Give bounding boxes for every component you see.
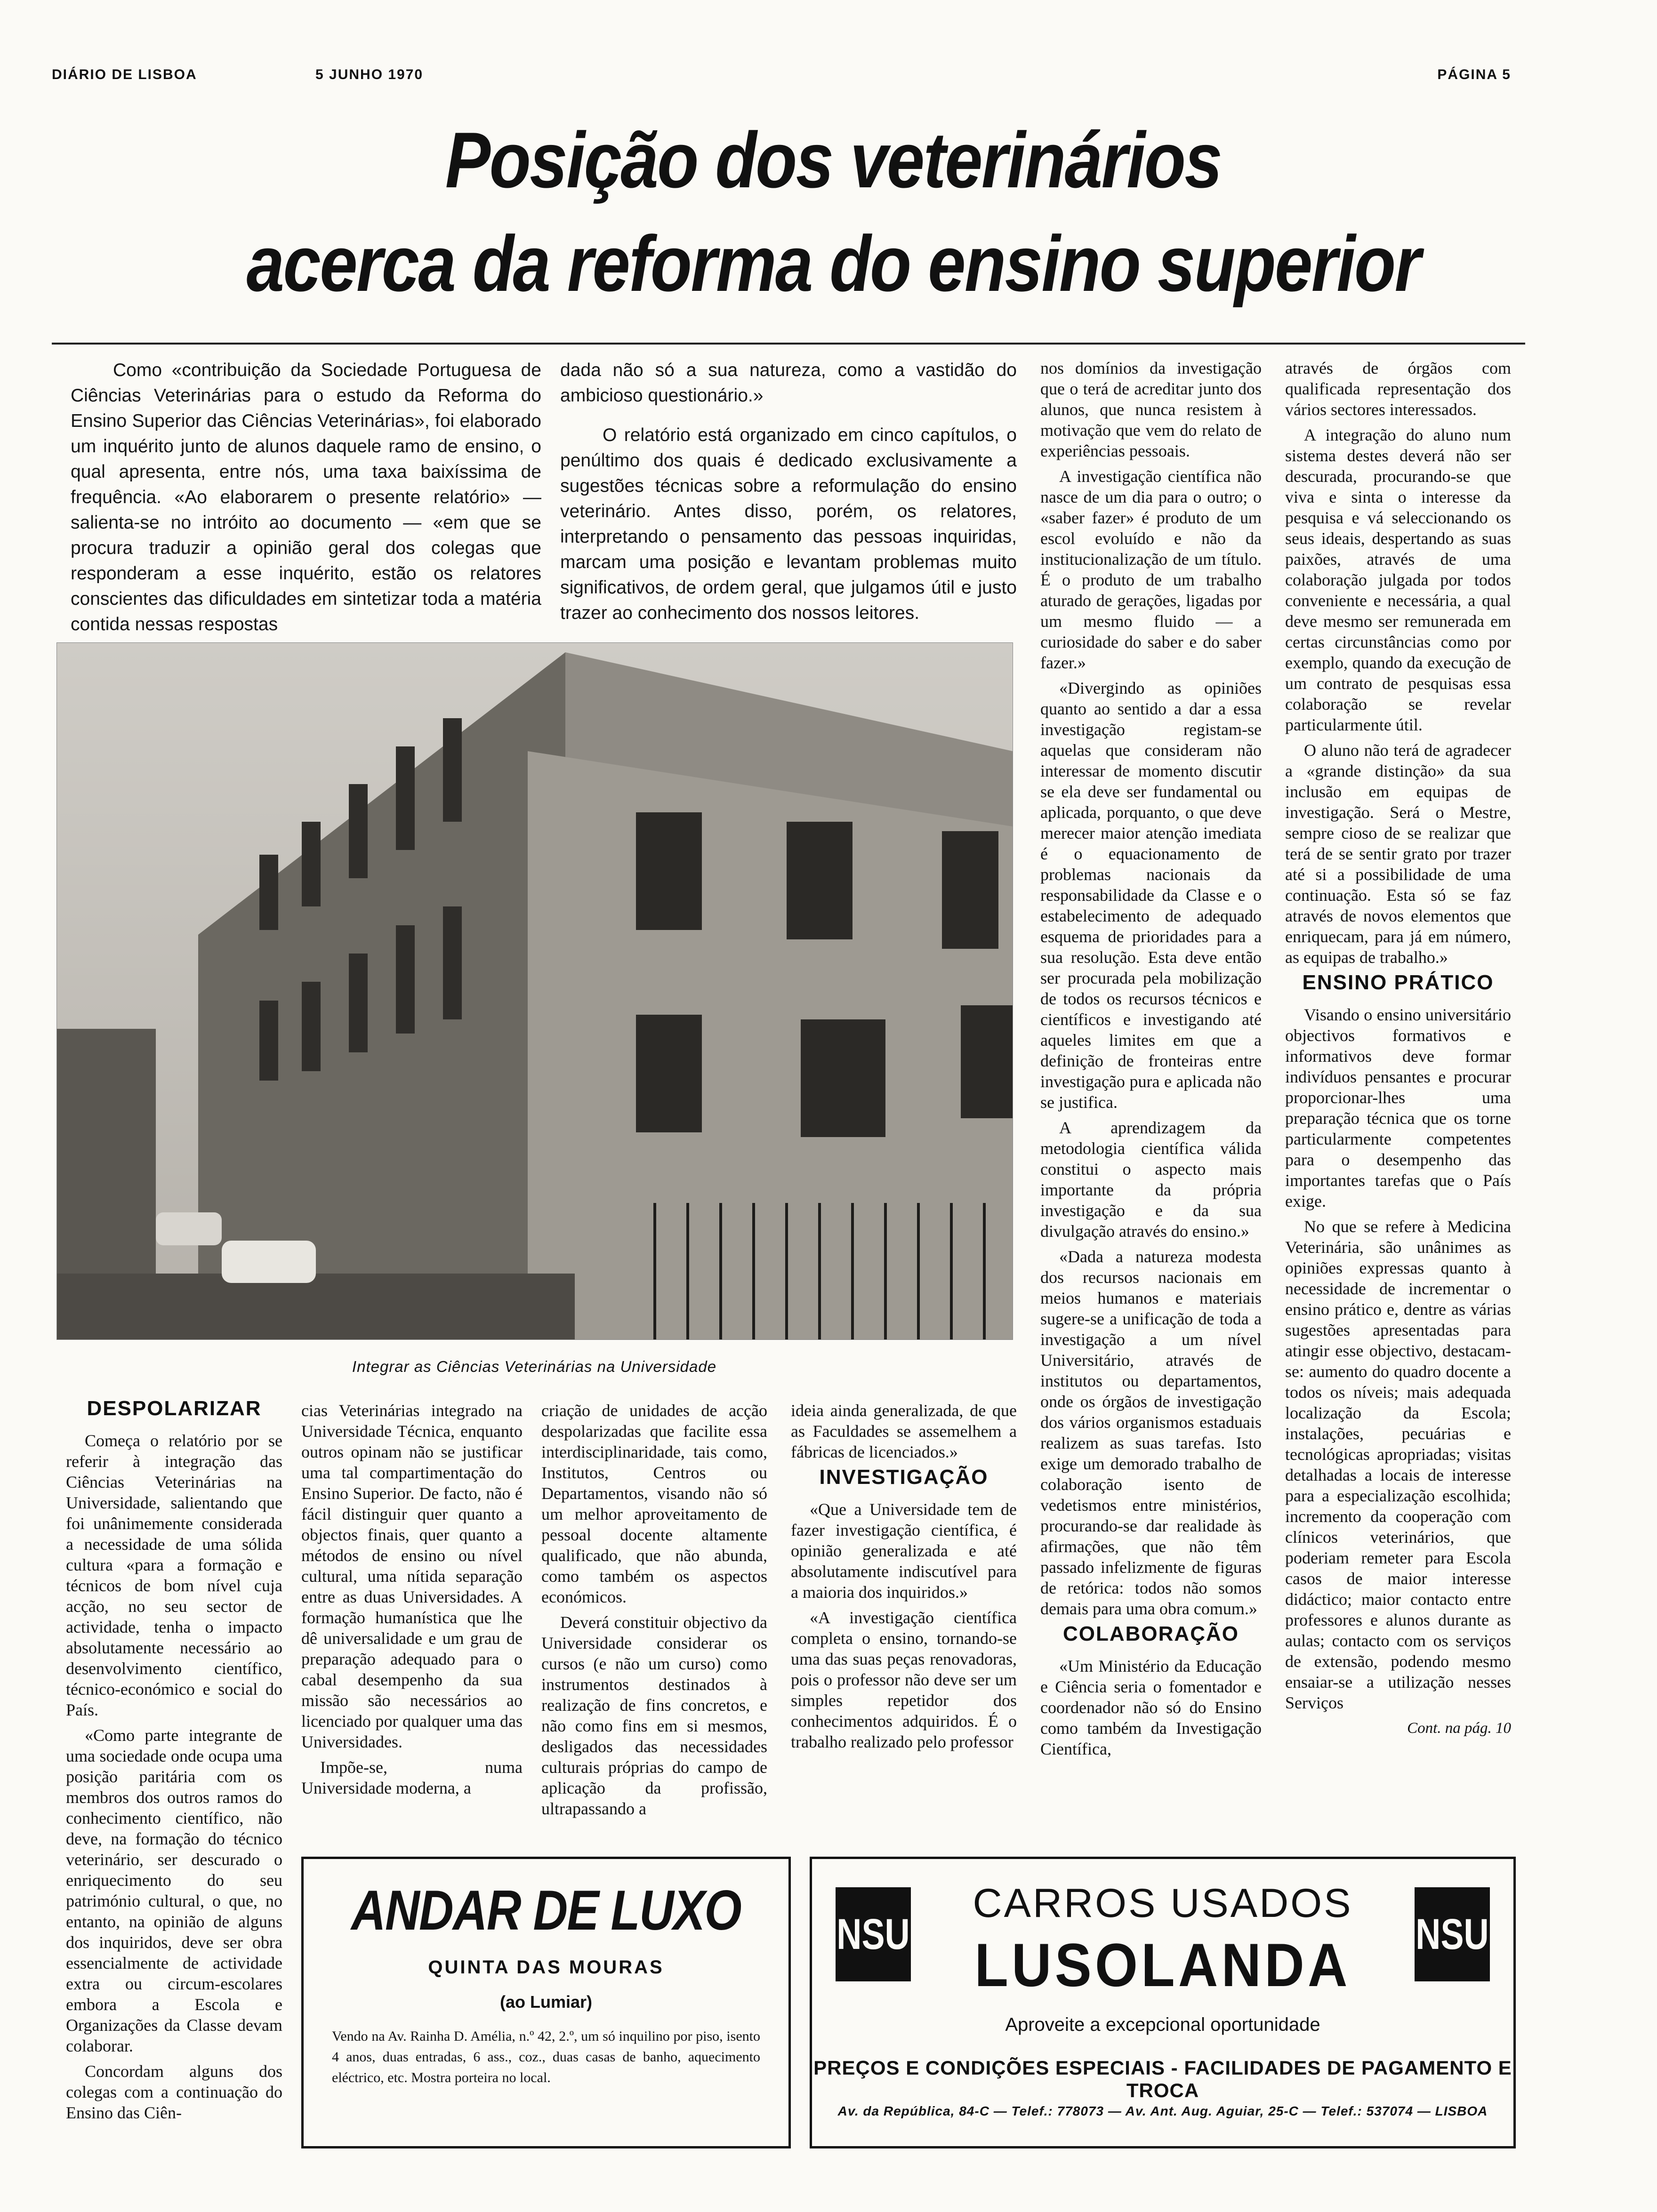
ad-subtitle: QUINTA DAS MOURAS (428, 1957, 664, 1978)
ad-brand-name: LUSOLANDA (974, 1931, 1351, 1999)
headline-line-2: acerca da reforma do ensino superior (246, 219, 1420, 308)
article-paragraph: ideia ainda generalizada, de que as Faculdades se assemelhem a fábricas de licenciados.» (791, 1401, 1017, 1461)
faculty-building-image (57, 643, 1013, 1339)
intro-col-1 (71, 358, 541, 651)
column-c (541, 1400, 767, 1824)
ad-headline: CARROS USADOS (973, 1881, 1353, 1926)
article-paragraph: «Como parte integrante de uma sociedade onde ocupa uma posição paritária com os membros dos outros ramos do conhecimento científico, não deve, na formação do técnico veterinário, ser descurado o enriquecimento do seu património cultural, o que, no entanto, na opinião de alguns dos inquiridos, deve ser obra essencialmente de actividade extra ou circum-escolares embora a Escola e Organizações da Classe devam colaborar. (66, 1726, 282, 2055)
section-heading-investigacao: INVESTIGAÇÃO (819, 1466, 989, 1489)
article-paragraph: Começa o relatório por se referir à integração das Ciências Veterinárias na Universidade, salientando que foi unânimemente considerada a necessidade de uma sólida cultura «para a formação e técnicos de bom nível cuja acção, no seu sector de actividade, tenha o impacto absolutamente necessário ao desenvolvimento científico, técnico-económico e social do País. (66, 1431, 282, 1719)
article-paragraph: «Que a Universidade tem de fazer investigação científica, é opinião generalizada e até absolutamente indiscutível para a maioria dos inquiridos.» (791, 1500, 1017, 1602)
section-heading-ensino-pratico: ENSINO PRÁTICO (1302, 971, 1494, 994)
building-photo (56, 642, 1013, 1340)
article-paragraph: «Divergindo as opiniões quanto ao sentido a dar a essa investigação registam-se aquelas que consideram não interessar de momento discutir se ela deve ser fundamental ou aplicada, porquanto, o que deve merecer maior atenção imediata é o equacionamento de problemas nacionais da responsabilidade da Classe e o estabelecimento de adequado esquema de prioridades para a sua resolução. Esta deve então ser procurada pela mobilização de todos os recursos técnicos e científicos e investigando até aqueles limites em que a definição de fronteiras entre investigação pura e aplicada não se justifica. (1040, 679, 1262, 1112)
article-paragraph: Deverá constituir objectivo da Universidade considerar os cursos (e não um curso) como instrumentos destinados à realização de fins concretos, e não como fins em si mesmos, desligados das necessidades culturais próprias do campo de aplicação da profissão, ultrapassando a (541, 1613, 767, 1818)
column-d (791, 1400, 1017, 1757)
ad-slogan: Aproveite a excepcional oportunidade (1005, 2014, 1320, 2035)
intro-paragraph: Como «contribuição da Sociedade Portuguesa de Ciências Veterinárias para o estudo da Reforma do Ensino Superior das Ciências Veterinárias», foi elaborado um inquérito junto de alunos daquele ramo de ensino, o qual apresenta, entre nós, uma taxa baixíssima de frequência. «Ao elaborarem o presente relatório» — salienta-se no intróito ao documento — «em que se procura traduzir a opinião geral dos colegas que responderam a esse inquérito, estão os relatores conscientes das dificuldades em sintetizar toda a matéria contida nessas respostas (71, 360, 541, 634)
ad-offer: PREÇOS E CONDIÇÕES ESPECIAIS - FACILIDADES DE PAGAMENTO E TROCA (813, 2057, 1512, 2101)
page-number: PÁGINA 5 (1437, 67, 1511, 82)
photo-caption: Integrar as Ciências Veterinárias na Universidade (352, 1358, 717, 1375)
headline-line-1: Posição dos veterinários (445, 116, 1222, 204)
column-e (1040, 358, 1262, 1764)
column-a (66, 1395, 282, 2128)
article-paragraph: Visando o ensino universitário objectivos formativos e informativos deve formar indivíduos pensantes e procurar proporcionar-lhes uma preparação técnica que os torne particularmente competentes para o desempenho das importantes tarefas que o País exige. (1285, 1005, 1511, 1210)
article-paragraph: No que se refere à Medicina Veterinária, são unânimes as opiniões expressas quanto à necessidade de incrementar o ensino prático e, dentre as várias sugestões apresentadas para atingir esse objectivo, destacam-se: aumento do quadro docente a todos os níveis; mais adequada localização da Escola; instalações, pecuárias e tecnológicas apropriadas; visitas detalhadas a locais de interesse para a especialização escolhida; incremento da cooperação com clínicos veterinários, que poderiam remeter para Escola casos de maior interesse didáctico; maior contacto entre professores e alunos durante as aulas; contacto com os serviços de extensão, podendo mesmo ensaiar-se a utilização nesses Serviços (1285, 1217, 1511, 1712)
intro-paragraph: O relatório está organizado em cinco capítulos, o penúltimo dos quais é dedicado exclusivamente a sugestões técnicas sobre a reformulação do ensino veterinário. Antes disso, porém, os relatores, interpretando o pensamento das pessoas inquiridas, marcam uma posição e levantam problemas muito significativos, de ordem geral, que julgamos útil e justo trazer ao conhecimento dos nossos leitores. (560, 425, 1017, 623)
ad-lusolanda (810, 1857, 1516, 2148)
article-paragraph: A integração do aluno num sistema destes deverá não ser descurada, procurando-se que viva e sinta o interesse da pesquisa e vá seleccionando os seus ideais, despertando as suas paixões, através de uma colaboração julgada por todos conveniente e necessária, a qual deve mesmo ser remunerada em certas circunstâncias como por exemplo, quando da execução de um contrato de pesquisas essa colaboração se revelar particularmente útil. (1285, 425, 1511, 734)
ad-title: ANDAR DE LUXO (351, 1879, 741, 1942)
nsu-logo-right: NSU (1415, 1887, 1490, 1981)
article-paragraph: A aprendizagem da metodologia científica válida constitui o aspecto mais importante da própria investigação e da sua divulgação através do ensino.» (1040, 1118, 1262, 1241)
paper-name: DIÁRIO DE LISBOA (52, 67, 197, 82)
article-paragraph: «Um Ministério da Educação e Ciência seria o fomentador e coordenador não só do Ensino como também da Investigação Científica, (1040, 1657, 1262, 1758)
article-paragraph: através de órgãos com qualificada representação dos vários sectores interessados. (1285, 359, 1511, 419)
issue-date: 5 JUNHO 1970 (315, 67, 424, 82)
article-paragraph: «A investigação científica completa o ensino, tornando-se uma das suas peças renovadoras, pois o professor não deve ser um simples repetidor dos conhecimentos adquiridos. É o trabalho realizado pelo professor (791, 1608, 1017, 1751)
ad-body: Vendo na Av. Rainha D. Amélia, n.º 42, 2.º, um só inquilino por piso, isento 4 anos, duas entradas, 6 ass., coz., duas casas de banho, aquecimento eléctrico, etc. Mostra porteira no local. (332, 2028, 760, 2085)
article-paragraph: nos domínios da investigação que o terá de acreditar junto dos alunos, que nunca resistem à motivação que vem do relato de experiências pessoais. (1040, 359, 1262, 460)
article-paragraph: «Dada a natureza modesta dos recursos nacionais em meios humanos e materiais sugere-se a unificação de toda a investigação a um nível Universitário, através de institutos ou departamentos, onde os órgãos de investigação dos vários organismos estaduais realizem as suas tarefas. Isto exige um demorado trabalho de colaboração isento de vedetismos entre ministérios, procurando-se dar realidade às afirmações, que não têm passado infelizmente de figuras de retórica: todos não somos demais para uma obra comum.» (1040, 1247, 1262, 1618)
section-heading-despolarizar: DESPOLARIZAR (87, 1397, 262, 1420)
ad-andar-de-luxo (301, 1857, 791, 2148)
continuation-note: Cont. na pág. 10 (1407, 1720, 1511, 1737)
article-paragraph: Impõe-se, numa Universidade moderna, a (301, 1758, 523, 1797)
masthead (52, 61, 1511, 89)
intro-col-2 (560, 358, 1017, 640)
section-heading-colaboracao: COLABORAÇÃO (1063, 1622, 1239, 1645)
article-paragraph: cias Veterinárias integrado na Universidade Técnica, enquanto outros opinam não se justificar uma tal compartimentação do Ensino Superior. De facto, não é fácil distinguir quer quanto a objectos finais, quer quanto a métodos de ensino ou nível cultural, uma nítida separação entre as duas Universidades. A formação humanística que lhe dê universalidade e um grau de preparação adequado para o cabal desempenho da sua missão são necessários ao licenciado por qualquer uma das Universidades. (301, 1401, 523, 1751)
ad-footer: Av. da República, 84-C — Telef.: 778073 — Av. Ant. Aug. Aguiar, 25-C — Telef.: 537074 — LISBOA (837, 2104, 1488, 2118)
article-paragraph: O aluno não terá de agradecer a «grande distinção» da sua inclusão em equipas de investigação. Será o Mestre, sempre cioso de se realizar que terá de se sentir grato por trazer até si a possibilidade de uma continuação. Esta só se faz através de novos elementos que enriquecam, para já em número, as equipas de trabalho.» (1285, 741, 1511, 967)
article-paragraph: A investigação científica não nasce de um dia para o outro; o «saber fazer» é produto de um escol evoluído e não da institucionalização de um título. É o produto de um trabalho aturado de gerações, ligadas por um mesmo fluido — a curiosidade do saber e do saber fazer.» (1040, 467, 1262, 672)
ad-location: (ao Lumiar) (499, 1992, 592, 2012)
column-f (1285, 358, 1511, 1739)
article-paragraph: Concordam alguns dos colegas com a continuação do Ensino das Ciên- (66, 2062, 282, 2122)
nsu-logo-left: NSU (836, 1887, 911, 1981)
column-b (301, 1400, 523, 1803)
page-title (165, 108, 1501, 315)
intro-paragraph: dada não só a sua natureza, como a vastidão do ambicioso questionário.» (560, 360, 1017, 406)
article-paragraph: criação de unidades de acção despolarizadas que facilite essa interdisciplinaridade, tais como, Institutos, Centros ou Departamentos, visando não só um melhor aproveitamento de pessoal docente altamente qualificado, que não abunda, como também os aspectos económicos. (541, 1401, 767, 1606)
headline-rule (52, 343, 1525, 345)
